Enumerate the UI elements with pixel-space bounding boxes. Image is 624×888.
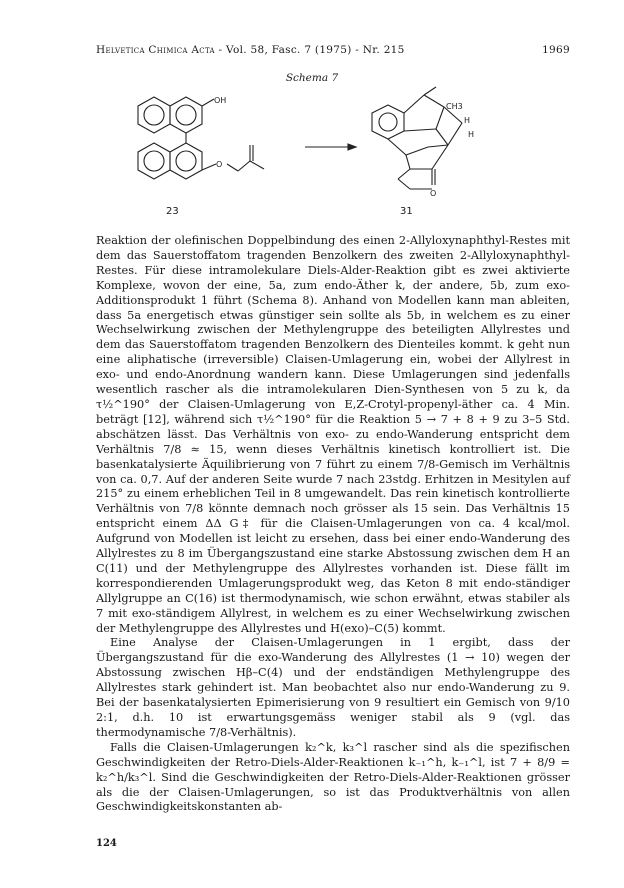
paragraph: Falls die Claisen-Umlagerungen k₂^k, k₃^l rascher sind als die spezifischen Geschwindigkeiten der Retro-Diels-Alder-Reaktionen k₋₁^h, k₋₁^l, ist 7 + 8/9 = k₂^h/k₃^l. Sind die Geschwindigkeiten der Retro-Diels-Alder-Reaktionen grösser als die der Claisen-Umlagerungen, so ist das Produktverhältnis von allen Geschwindigkeitskonstanten ab-: [96, 740, 570, 814]
reaction-scheme: [110, 85, 550, 225]
issue-details: - Vol. 58, Fasc. 7 (1975) - Nr. 215: [214, 44, 405, 56]
upper-naphthalene-ring-b: [170, 97, 202, 133]
compound-number-left: 23: [166, 206, 179, 217]
journal-title: Helvetica Chimica Acta: [96, 44, 215, 56]
label-h: H: [464, 116, 471, 125]
label-ketone-o: O: [430, 189, 437, 198]
lower-naphthalene-ring-b: [138, 143, 170, 179]
running-header: [96, 44, 570, 56]
label-ether-o: O: [216, 160, 223, 169]
compound-number-right: 31: [400, 206, 413, 217]
lower-naphthalene-ring-a: [170, 143, 202, 179]
paragraph: Reaktion der olefinischen Doppelbindung des einen 2-Allyloxynaphthyl-Restes mit dem das Sauerstoffatom tragenden Benzolkern des zweiten 2-Allyloxynaphthyl-Restes. Für diese intramolekulare Diels-Alder-Reaktion gibt es zwei aktivierte Komplexe, wovon der eine, 5a, zum endo-Äther k, der andere, 5b, zum exo-Additionsprodukt 1 führt (Schema 8). Anhand von Modellen kann man ableiten, dass 5a energetisch etwas günstiger sein sollte als 5b, in welchem es zu einer Wechselwirkung zwischen der Methylengruppe des beteiligten Allylrestes und dem das Sauerstoffatom tragenden Benzolkern des Dienteiles kommt. k geht nun eine aliphatische (irreversible) Claisen-Umlagerung ein, wobei der Allylrest in exo- und endo-Anordnung wandern kann. Diese Umlagerungen sind jedenfalls wesentlich rascher als die intramolekularen Dien-Synthesen von 5 zu k, da τ½^190° der Claisen-Umlagerung von E,Z-Crotyl-propenyl-äther ca. 4 Min. beträgt [12], während sich τ½^190° für die Reaktion 5 → 7 + 8 + 9 zu 3–5 Std. abschätzen lässt. Das Verhältnis von exo- zu endo-Wanderung entspricht dem Verhältnis 7/8 ≈ 15, wenn dieses Verhältnis kinetisch kontrolliert ist. Die basenkatalysierte Äquilibrierung von 7 führt zu einem 7/8-Gemisch im Verhältnis von ca. 0,7. Auf der anderen Seite wurde 7 nach 23stdg. Erhitzen in Mesitylen auf 215° zu einem erheblichen Teil in 8 umgewandelt. Das rein kinetisch kontrollierte Verhältnis von 7/8 könnte demnach noch grösser als 15 sein. Das Verhältnis 15 entspricht einem ΔΔ G‡ für die Claisen-Umlagerungen von ca. 4 kcal/mol. Aufgrund von Modellen ist leicht zu ersehen, dass bei einer endo-Wanderung des Allylrestes zu 8 im Übergangszustand eine starke Abstossung zwischen dem H an C(11) und der Methylengruppe des Allylrestes vorhanden ist. Diese fällt im korrespondierenden Umlagerungsprodukt weg, das Keton 8 mit endo-ständiger Allylgruppe an C(16) ist thermodynamisch, wie schon erwähnt, etwas stabiler als 7 mit exo-ständigem Allylrest, in welchem es zu einer Wechselwirkung zwischen der Methylengruppe des Allylrestes und H(exo)–C(5) kommt.: [96, 234, 570, 635]
body-text: [96, 234, 570, 815]
folio-number: 124: [96, 838, 117, 849]
paragraph: Eine Analyse der Claisen-Umlagerungen in 1 ergibt, dass der Übergangszustand für die exo-Wanderung des Allylrestes (1 → 10) wegen der Abstossung zwischen Hβ–C(4) und der endständigen Methylengruppe des Allylrestes stark gehindert ist. Man beobachtet also nur endo-Wanderung zu 9. Bei der basenkatalysierten Epimerisierung von 9 resultiert ein Gemisch von 9/10 2:1, d.h. 10 ist erwartungsgemäss weniger stabil als 9 (vgl. das thermodynamische 7/8-Verhältnis).: [96, 636, 570, 739]
product-benzene-ring: [372, 105, 404, 139]
page-number: 1969: [542, 44, 570, 56]
scheme-label: Schema 7: [285, 72, 339, 84]
label-ch3: CH3: [446, 102, 463, 111]
reaction-scheme-drawing: [110, 85, 550, 225]
label-oh: OH: [214, 96, 227, 105]
label-h-2: H: [468, 130, 475, 139]
upper-naphthalene-ring-a: [138, 97, 170, 133]
